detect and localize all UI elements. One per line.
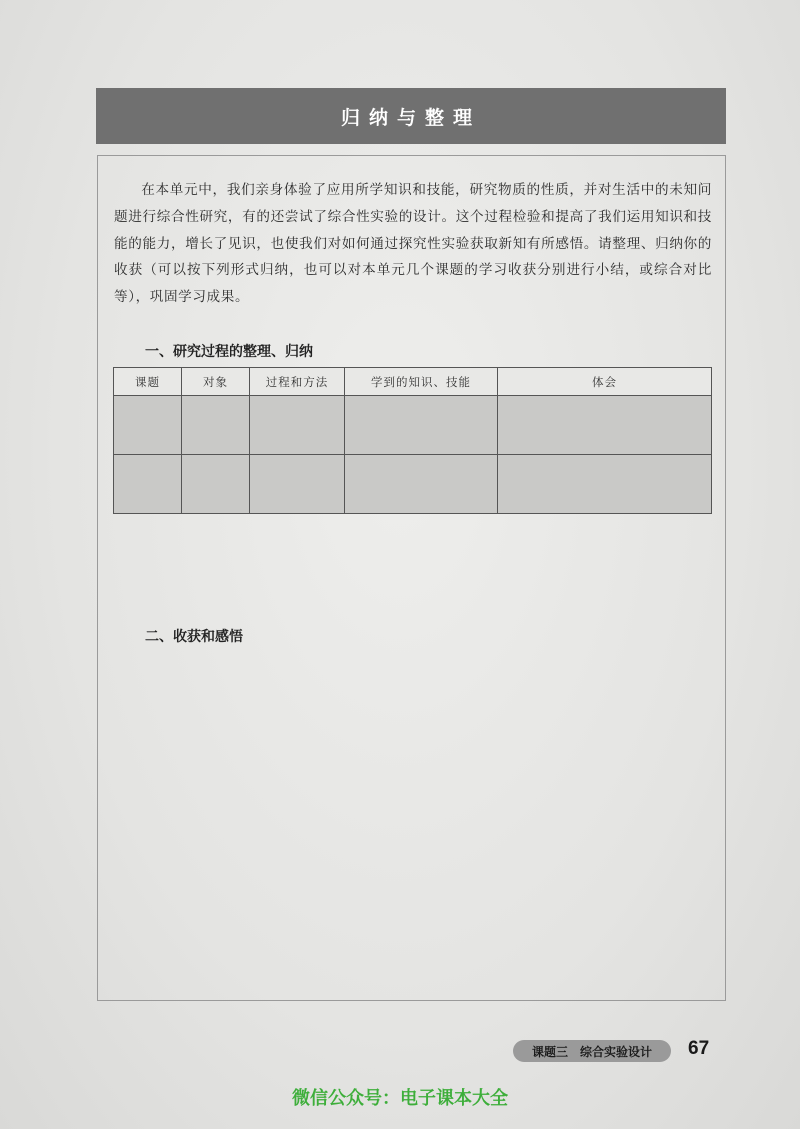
table-cell[interactable]: [182, 455, 250, 514]
column-header-object: 对象: [182, 368, 250, 396]
table-cell[interactable]: [345, 455, 498, 514]
table-row: [114, 396, 712, 455]
chapter-badge: [513, 1040, 671, 1062]
page-number: 67: [688, 1038, 710, 1059]
table-cell[interactable]: [498, 396, 712, 455]
table-cell[interactable]: [345, 396, 498, 455]
chapter-title: 综合实验设计: [580, 1044, 653, 1059]
section-heading-gains-insights: 二、收获和感悟: [145, 629, 243, 645]
research-summary-table: [113, 367, 712, 514]
column-header-topic: 课题: [114, 368, 182, 396]
column-header-knowledge-skills: 学到的知识、技能: [345, 368, 498, 396]
chapter-label: 课题三: [531, 1044, 568, 1059]
table-cell[interactable]: [250, 396, 345, 455]
column-header-reflection: 体会: [498, 368, 712, 396]
table-cell[interactable]: [250, 455, 345, 514]
section-heading-research-summary: 一、研究过程的整理、归纳: [145, 344, 313, 360]
table-cell[interactable]: [114, 396, 182, 455]
table-cell[interactable]: [498, 455, 712, 514]
table-cell[interactable]: [114, 455, 182, 514]
watermark-text: 微信公众号：电子课本大全: [292, 1088, 508, 1109]
table-header-row: [114, 368, 712, 396]
table-row: [114, 455, 712, 514]
page-title: 归纳与整理: [340, 106, 481, 129]
header-band: [96, 88, 726, 144]
column-header-process-method: 过程和方法: [250, 368, 345, 396]
table-cell[interactable]: [182, 396, 250, 455]
intro-paragraph: 在本单元中，我们亲身体验了应用所学知识和技能，研究物质的性质，并对生活中的未知问题进行综合性研究，有的还尝试了综合性实验的设计。这个过程检验和提高了我们运用知识和技能的能力，增长了见识，也使我们对如何通过探究性实验获取新知有所感悟。请整理、归纳你的收获（可以按下列形式归纳，也可以对本单元几个课题的学习收获分别进行小结，或综合对比等），巩固学习成果。: [114, 182, 712, 306]
